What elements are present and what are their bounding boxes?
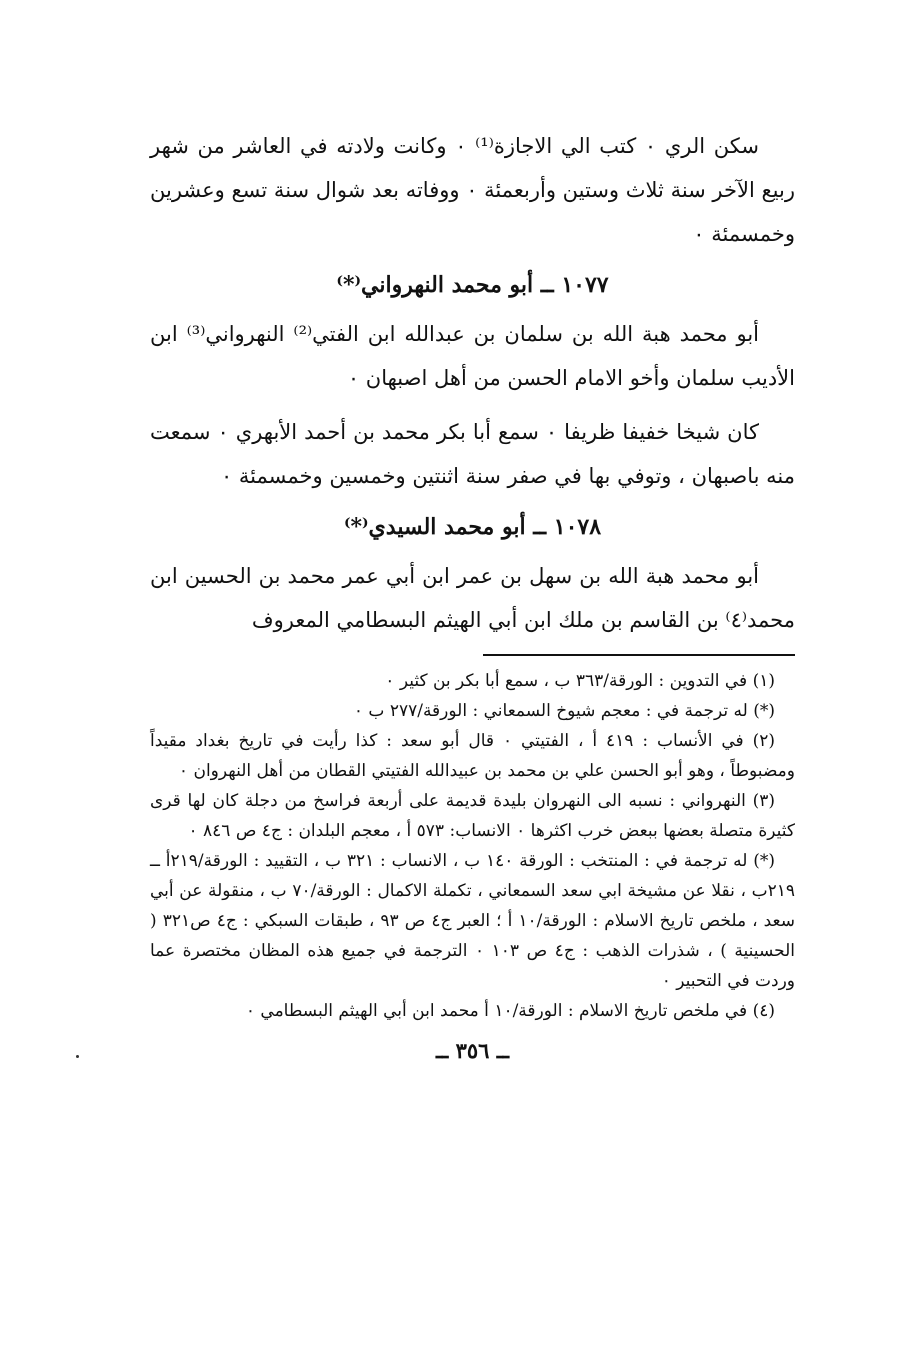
- margin-speck: [76, 1055, 79, 1058]
- footnote: (٤) في ملخص تاريخ الاسلام : الورقة/١٠ أ محمد ابن أبي الهيثم البسطامي ٠: [245, 1001, 775, 1021]
- page-body: [150, 124, 795, 1063]
- footnote: (*) له ترجمة في : المنتخب : الورقة ١٤٠ ب ، الانساب : ٣٢١ ب ، التقييد : الورقة/٢١٩أ ــ ٢١٩ب ، نقلا عن مشيخة ابي سعد السمعاني ، تكملة الاكمال : الورقة/٧٠ ب ، منقولة عن أبي سعد ، ملخص تاريخ الاسلام : الورقة/١٠ أ ؛ العبر ج٤ ص ٩٣ ، طبقات السبكي : ج٤ ص٣٢١ ( الحسينية ) ، شذرات الذهب : ج٤ ص ١٠٣ ٠ الترجمة في جميع هذه المظان مختصرة عما وردت في التحبير ٠: [150, 851, 795, 991]
- footnote: (٢) في الأنساب : ٤١٩ أ ، الفتيتي ٠ قال أبو سعد : كذا رأيت في تاريخ بغداد مقيداً ومضبوطاً ، وهو أبو الحسن علي بن محمد بن عبيدالله الفتيتي القطان من أهل النهروان ٠: [150, 731, 795, 781]
- entry-1078-title: ١٠٧٨ ــ أبو محمد السيدي⁽*⁾: [343, 514, 602, 540]
- page-number: ــ ٣٥٦ ــ: [435, 1038, 510, 1063]
- entry-1077-title: ١٠٧٧ ــ أبو محمد النهرواني⁽*⁾: [336, 272, 609, 298]
- footnote: (*) له ترجمة في : معجم شيوخ السمعاني : الورقة/٢٧٧ ب ٠: [353, 701, 775, 721]
- entry-1078-lineage: أبو محمد هبة الله بن سهل بن عمر ابن أبي عمر محمد بن الحسين ابن محمد⁽٤⁾ بن القاسم بن ملك ابن أبي الهيثم البسطامي المعروف: [150, 564, 795, 632]
- footnote-separator: [483, 654, 795, 656]
- intro-paragraph: سكن الري ٠ كتب الي الاجازة⁽¹⁾ ٠ وكانت ولادته في العاشر من شهر ربيع الآخر سنة ثلاث وستين وأربعمئة ٠ ووفاته بعد شوال سنة تسع وعشرين وخمسمئة ٠: [150, 134, 795, 246]
- footnote: (١) في التدوين : الورقة/٣٦٣ ب ، سمع أبا بكر بن كثير ٠: [385, 671, 775, 691]
- entry-1077-biography: كان شيخا خفيفا ظريفا ٠ سمع أبا بكر محمد بن أحمد الأبهري ٠ سمعت منه باصبهان ، وتوفي بها في صفر سنة اثنتين وخمسين وخمسمئة ٠: [150, 420, 795, 488]
- entry-1077-lineage: أبو محمد هبة الله بن سلمان بن عبدالله ابن الفتي⁽²⁾ النهرواني⁽³⁾ ابن الأديب سلمان وأخو الامام الحسن من أهل اصبهان ٠: [150, 322, 795, 390]
- footnote: (٣) النهرواني : نسبه الى النهروان بليدة قديمة على أربعة فراسخ من دجلة كان لها قرى كثيرة متصلة بعضها ببعض خرب اكثرها ٠ الانساب: ٥٧٣ أ ، معجم البلدان : ج٤ ص ٨٤٦ ٠: [150, 791, 795, 841]
